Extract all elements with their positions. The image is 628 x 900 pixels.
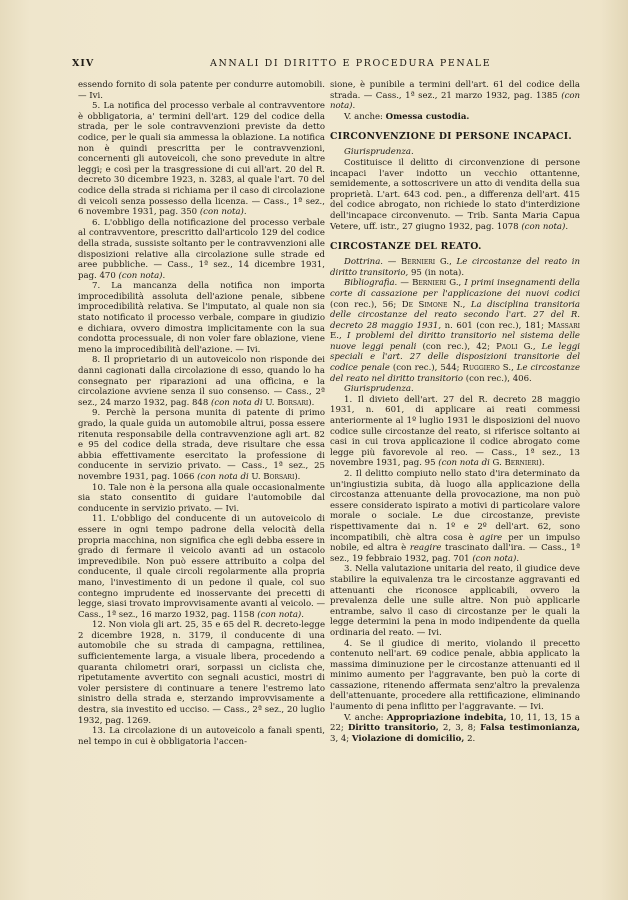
section-title: CIRCONVENZIONE DI PERSONE INCAPACI. [330, 131, 572, 143]
maxim-8: 8. Il proprietario di un autoveicolo non risponde dei danni cagionati dalla circolazione di esso, quando lo ha consegnato per riparazioni ad una officina, e la circolazione avviene senza il suo consenso. — Cass., 2ª sez., 24 marzo 1932, pag. 848 (con nota di U. Borsari). [78, 355, 325, 408]
see-also: V. anche: Appropriazione indebita, 10, 11, 13, 15 a 22; Diritto transitorio, 2, 3, 8; Falsa testimonianza, 3, 4; Violazione di domicilio, 2. [330, 712, 581, 744]
maxim-11: 11. L'obbligo del conducente di un autoveicolo di essere in ogni tempo padrone della velocità della propria macchina, non significa che egli debba essere in grado di fermare il veicolo avanti ad un ostacolo imprevedibile. Non può essere attribuito a colpa del conducente, il quale circoli regolarmente alla propria mano, l'investimento di un pedone il quale, col suo contegno imprudente ed inosservante dei precetti di legge, siasi trovato improvvisamente avanti al veicolo. — Cass., 1ª sez., 16 marzo 1932, pag. 1158 (con nota). [78, 514, 325, 620]
maxim-4: 4. Se il giudice di merito, violando il precetto contenuto nell'art. 69 codice penale, abbia applicato la massima diminuzione per le circostanze attenuanti ed il minimo aumento per l'aggravante, ben può la corte di cassazione, ritenendo affermata senz'altro la prevalenza dell'attenuante, procedere alla rettificazione, eliminando l'aumento di pena inflitto per l'aggravante. — Ivi. [330, 638, 580, 713]
bibliografia: Bibliografia. — Bernieri G., I primi insegnamenti della corte di cassazione per l'applicazione dei nuovi codici (con rec.), 56; De Simone N., La disciplina transitoria delle circostanze del reato secondo l'art. 27 del R. decreto 28 maggio 1931, n. 601 (con rec.), 181; Massari E., I problemi del diritto transitorio nel sistema delle nuove leggi penali (con rec.), 42; Paoli G., Le leggi speciali e l'art. 27 delle disposizioni transitorie del codice penale (con rec.), 544; Ruggiero S., Le circostanze del reato nel diritto transitorio (con rec.), 406. [330, 278, 581, 384]
maxim-2: 2. Il delitto compiuto nello stato d'ira determinato da un'ingiustizia subita, dà luogo alla applicazione della circostanza attenuante della provocazione, ma non può essere considerato ispirato a motivi di particolare valore morale o sociale. Le due circostanze, previste rispettivamente dai n. 1º e 2º dell'art. 62, sono incompatibili, chè altra cosa è agire per un impulso nobile, ed altra è reagire trascinato dall'ira. — Cass., 1ª sez., 19 febbraio 1932, pag. 701 (con nota). [330, 469, 581, 564]
maxim-12: 12. Non viola gli art. 25, 35 e 65 del R. decreto-legge 2 dicembre 1928, n. 3179, il conducente di una automobile che su strada di campagna, rettilinea, sufficientemente larga, a visuale libera, procedendo a quaranta chilometri orari, sorpassi un ciclista che, ripetutamente avvertito con segnali acustici, mostri di voler persistere di continuare a tenere l'estremo lato sinistro della strada e, sterzando improvvisamente a destra, sia investito ed ucciso. — Cass., 2ª sez., 20 luglio 1932, pag. 1269. [78, 620, 325, 726]
subsection-label: Giurisprudenza. [344, 384, 414, 395]
page-number: XIV [72, 58, 95, 69]
maxim: Costituisce il delitto di circonvenzione di persone incapaci l'aver indotto un vecchio ottantenne, semidemente, a sottoscrivere un atto di vendita della sua proprietà. L'art. 643 cod. pen., a differenza dell'art. 415 del codice abrogato, non richiede lo stato d'interdizione dell'incapace circonvenuto. — Trib. Santa Maria Capua Vetere, uff. istr., 27 giugno 1932, pag. 1078 (con nota). [330, 157, 580, 232]
maxim-5: 5. La notifica del processo verbale al contravventore è obbligatoria, a' termini dell'art. 129 del codice della strada, per le sole contravvenzioni previste da detto codice, per le quali sia ammessa la oblazione. La notifica non è quindi prescritta per le contravvenzioni, concernenti gli autoveicoli, che sono prevedute in altre leggi; e così per la trasgressione di cui all'art. 20 del R. decreto 30 dicembre 1923, n. 3283, al quale l'art. 70 del codice della strada si richiama per il caso di circolazione di veicoli senza possesso della licenza. — Cass., 1ª sez., 6 novembre 1931, pag. 350 (con nota). [78, 101, 325, 218]
running-title: ANNALI DI DIRITTO E PROCEDURA PENALE [210, 58, 492, 69]
subsection-label: Giurisprudenza. [344, 147, 414, 158]
dottrina: Dottrina. — Bernieri G., Le circostanze del reato in diritto transitorio, 95 (in nota). [330, 257, 581, 278]
section-title: CIRCOSTANZE DEL REATO. [330, 241, 482, 253]
maxim-10: 10. Tale non è la persona alla quale occasionalmente sia stato consentito di guidare l'automobile dal conducente in servizio privato. — Ivi. [78, 482, 325, 514]
maxim-7: 7. La mancanza della notifica non importa improcedibilità assoluta dell'azione penale, sibbene improcedibilità relativa. Se l'imputato, al quale non sia stato notificato il processo verbale, compare in giudizio e dichiara, ovvero dimostra implicitamente con la sua condotta processuale, di non voler fare oblazione, viene meno la improcedibilità dell'azione. — Ivi. [78, 281, 325, 355]
see-also: V. anche: Omessa custodia. [344, 111, 470, 122]
right-column [330, 80, 580, 744]
maxim-6: 6. L'obbligo della notificazione del processo verbale al contravventore, prescritto dall'articolo 129 del codice della strada, sussiste soltanto per le contravvenzioni alle disposizioni relative alla circolazione sulle strade ed aree pubbliche. — Cass., 1ª sez., 14 dicembre 1931, pag. 470 (con nota). [78, 217, 325, 281]
maxim-3: 3. Nella valutazione unitaria del reato, il giudice deve stabilire la equivalenza tra le circostanze aggravanti ed attenuanti che riconosce applicabili, ovvero la prevalenza delle une sulle altre. Non può applicarle entrambe, salvo il caso di circostanze per le quali la legge determini la pena in modo indipendente da quella ordinaria del reato. — Ivi. [330, 564, 580, 638]
maxim-13: 13. La circolazione di un autoveicolo a fanali spenti, nel tempo in cui è obbligatoria l'accen- [78, 726, 325, 747]
page-header [72, 58, 594, 72]
paragraph-continuation: sione, è punibile a termini dell'art. 61 del codice della strada. — Cass., 1ª sez., 21 marzo 1932, pag. 1385 (con nota). [330, 80, 581, 112]
maxim-9: 9. Perchè la persona munita di patente di primo grado, la quale guida un automobile altrui, possa essere ritenuta responsabile della contravvenzione agli art. 82 e 95 del codice della strada, deve risultare che essa abbia effettivamente esercitato la professione di conducente in servizio privato. — Cass., 1ª sez., 25 novembre 1931, pag. 1066 (con nota di U. Borsari). [78, 408, 325, 482]
left-column [78, 80, 325, 747]
maxim-1: 1. Il divieto dell'art. 27 del R. decreto 28 maggio 1931, n. 601, di applicare ai reati commessi anteriormente al 1º luglio 1931 le disposizioni del nuovo codice sulle circostanze del reato, si riferisce soltanto ai casi in cui trova applicazione il codice abrogato come legge più favorevole al reo. — Cass., 1ª sez., 13 novembre 1931, pag. 95 (con nota di G. Bernieri). [330, 394, 580, 469]
paragraph-continuation: essendo fornito di sola patente per condurre automobili. — Ivi. [78, 80, 325, 101]
